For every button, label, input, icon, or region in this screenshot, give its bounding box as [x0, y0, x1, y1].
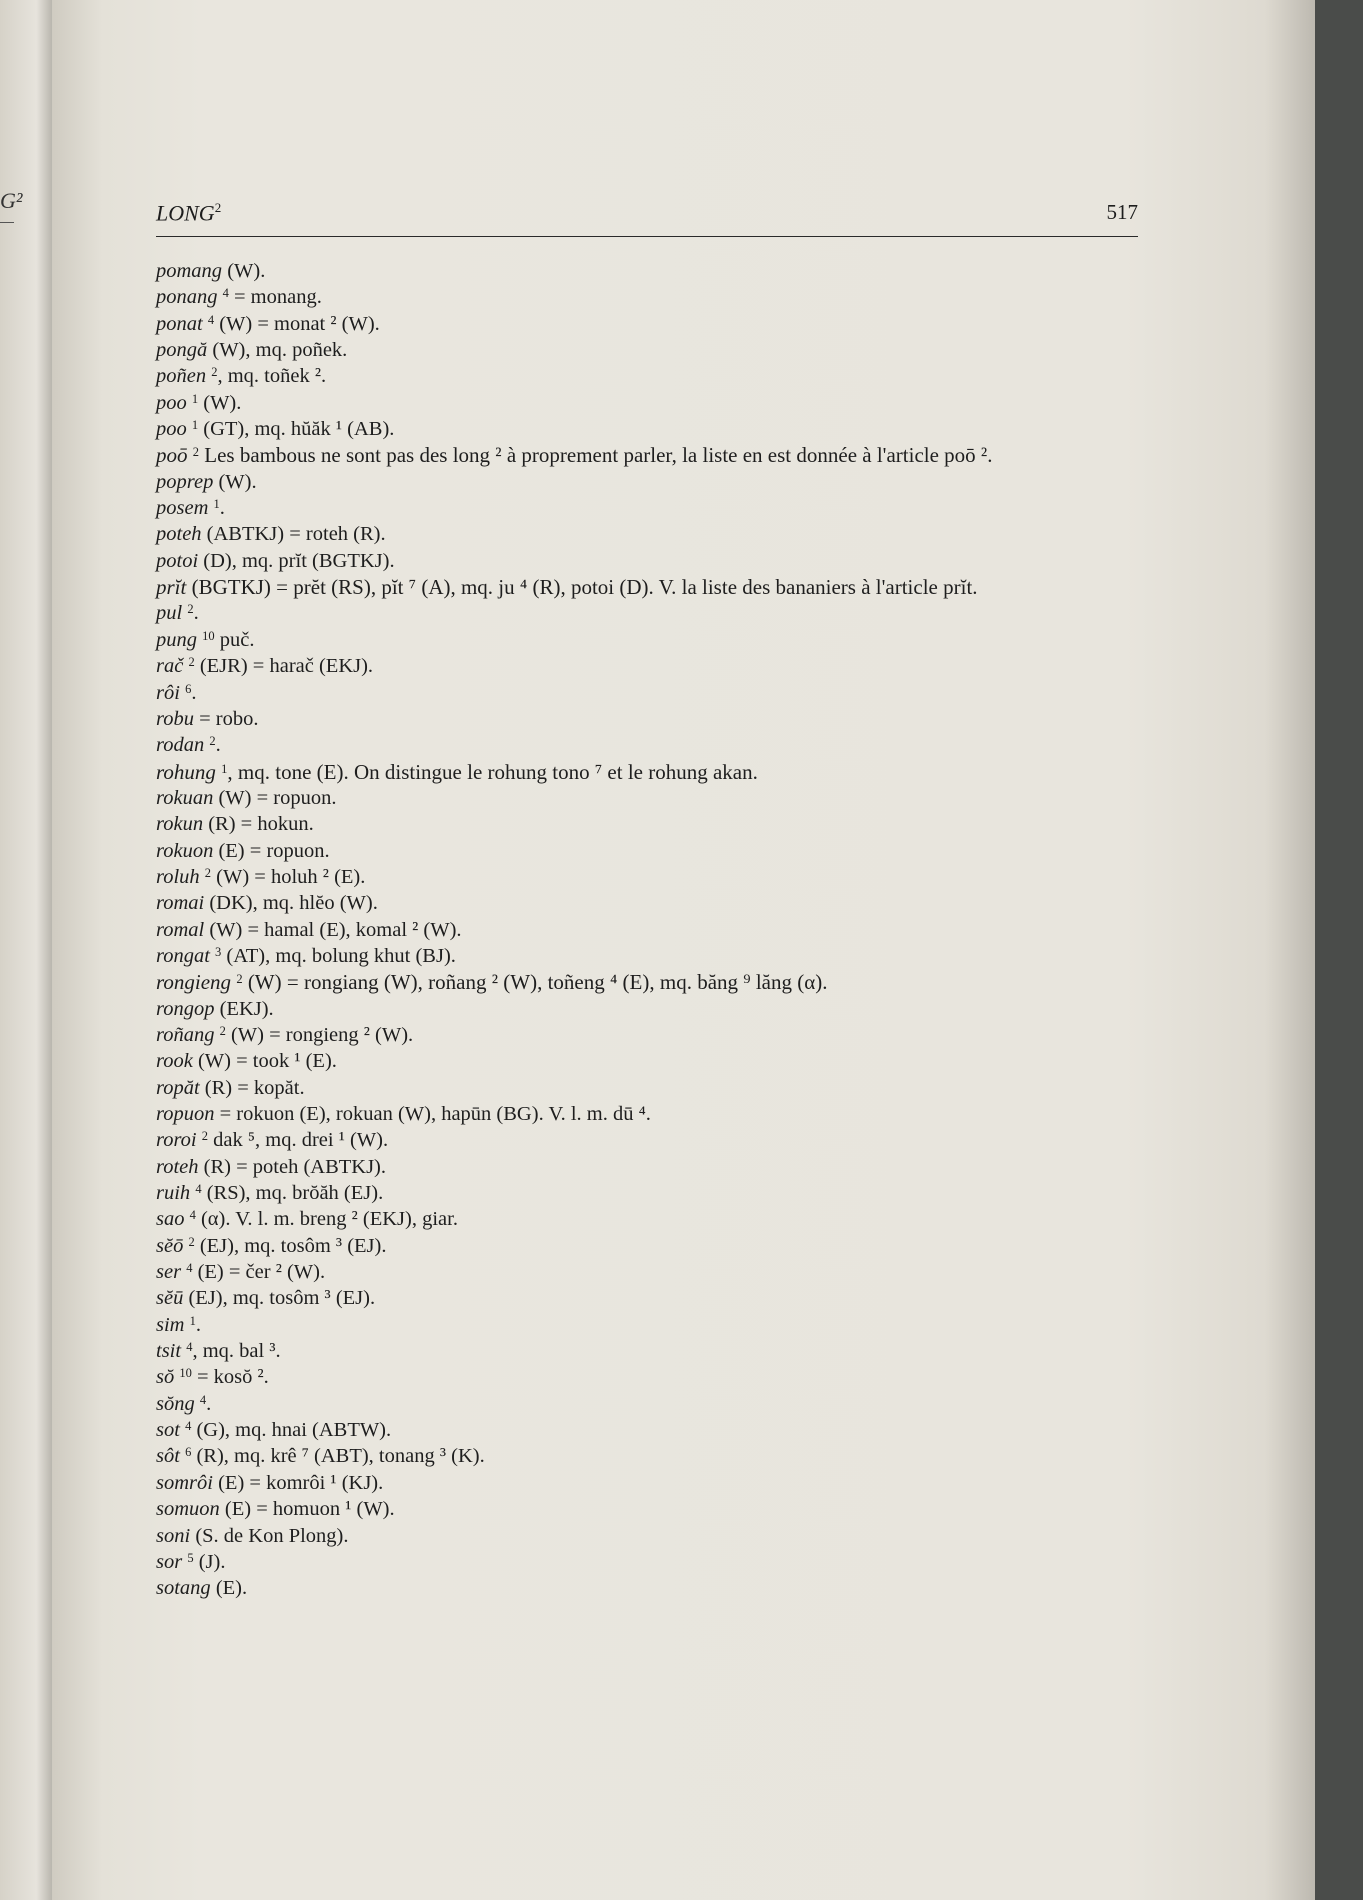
- entry-definition: Les bambous ne sont pas des long ² à proprement parler, la liste en est donnée à l'article poō ².: [199, 443, 993, 468]
- dictionary-entry: [156, 1180, 1176, 1206]
- entry-headword: rokuan: [156, 786, 214, 809]
- page-header: [156, 196, 1138, 237]
- entry-definition: .: [191, 681, 197, 704]
- entry-superscript: 3: [215, 944, 222, 959]
- entry-definition: (W).: [198, 391, 242, 414]
- entry-superscript: 2: [188, 655, 195, 670]
- entry-superscript: 1: [213, 497, 220, 512]
- dictionary-entry: [156, 390, 1176, 416]
- dictionary-entry: [156, 627, 1176, 653]
- entry-superscript: 4: [189, 1208, 196, 1223]
- entry-definition: (J).: [193, 1550, 226, 1573]
- entry-headword: rongat: [156, 944, 210, 967]
- entry-definition: (W) = rongiang (W), roñang ² (W), toñeng ⁴ (E), mq. băng ⁹ lăng (α).: [242, 970, 828, 995]
- entry-definition: (W) = monat ² (W).: [214, 312, 380, 335]
- entry-definition: .: [206, 1392, 212, 1415]
- entry-superscript: 1: [191, 391, 199, 406]
- dictionary-entry: [156, 1417, 1176, 1443]
- entry-definition: (ABTKJ) = roteh (R).: [201, 523, 386, 546]
- entry-definition: (S. de Kon Plong).: [190, 1524, 349, 1547]
- entry-headword: romal: [156, 918, 205, 941]
- dictionary-entry: [156, 337, 1176, 363]
- entry-definition: (BGTKJ) = prĕt (RS), pĭt ⁷ (A), mq. ju ⁴ (R), potoi (D). V. la liste des bananiers à l'article prĭt.: [186, 575, 978, 600]
- dictionary-entry-list: [156, 258, 1176, 1602]
- entry-superscript: 4: [207, 312, 215, 327]
- entry-headword: somuon: [156, 1498, 220, 1521]
- dictionary-entry: [156, 1523, 1176, 1549]
- entry-superscript: 10: [202, 628, 215, 643]
- entry-definition: (W) = rongieng ² (W).: [225, 1023, 414, 1046]
- entry-definition: , mq. tone (E). On distingue le rohung tono ⁷ et le rohung akan.: [227, 759, 758, 784]
- entry-definition: (W).: [222, 260, 266, 282]
- entry-superscript: 2: [201, 1129, 209, 1144]
- entry-headword: poprep: [156, 470, 214, 493]
- entry-definition: (E) = čer ² (W).: [192, 1261, 326, 1284]
- entry-superscript: 2: [236, 972, 243, 987]
- entry-superscript: 2: [219, 1023, 226, 1038]
- dictionary-entry: [156, 1470, 1176, 1496]
- dictionary-entry: [156, 1443, 1176, 1469]
- entry-headword: roroi: [156, 1129, 197, 1152]
- entry-headword: ropuon: [156, 1103, 215, 1125]
- entry-definition: = monang.: [228, 286, 322, 309]
- entry-superscript: 2: [204, 865, 212, 880]
- entry-definition: (GT), mq. hŭăk ¹ (AB).: [198, 418, 395, 441]
- entry-headword: somrôi: [156, 1471, 213, 1494]
- dictionary-entry: [156, 890, 1176, 916]
- entry-definition: .: [215, 734, 221, 757]
- entry-headword: ponang: [156, 286, 218, 309]
- entry-definition: (D), mq. prĭt (BGTKJ).: [198, 549, 395, 572]
- entry-definition: (EJ), mq. tosôm ³ (EJ).: [194, 1234, 387, 1257]
- dictionary-entry: [156, 1285, 1176, 1311]
- dictionary-entry: [156, 1496, 1176, 1522]
- entry-superscript: 1: [189, 1313, 196, 1328]
- entry-headword: pung: [156, 628, 197, 651]
- entry-headword: pomang: [156, 260, 223, 282]
- entry-superscript: 4: [195, 1182, 202, 1197]
- entry-headword: sot: [156, 1419, 180, 1442]
- entry-superscript: 2: [188, 1234, 195, 1249]
- entry-superscript: 6: [185, 681, 192, 696]
- left-page-rule: [0, 222, 14, 223]
- entry-superscript: 6: [185, 1445, 192, 1460]
- dictionary-entry: [156, 785, 1176, 811]
- entry-headword: tsit: [156, 1340, 182, 1363]
- entry-definition: .: [219, 497, 225, 520]
- dictionary-entry: [156, 574, 1176, 600]
- entry-definition: (EJ), mq. tosôm ³ (EJ).: [183, 1287, 376, 1310]
- entry-definition: (R) = kopăt.: [199, 1076, 305, 1099]
- entry-definition: (W).: [213, 470, 257, 493]
- dictionary-entry: [156, 732, 1176, 758]
- entry-headword: sĕū: [156, 1287, 184, 1310]
- dictionary-entry: [156, 864, 1176, 890]
- dictionary-entry: [156, 811, 1176, 837]
- dictionary-entry: [156, 600, 1176, 626]
- dictionary-entry: [156, 759, 1176, 785]
- entry-headword: sŏng: [156, 1392, 195, 1415]
- entry-definition: (W) = took ¹ (E).: [192, 1050, 337, 1073]
- entry-headword: soni: [156, 1524, 191, 1547]
- dictionary-entry: [156, 311, 1176, 337]
- dictionary-entry: [156, 680, 1176, 706]
- dictionary-entry: [156, 548, 1176, 574]
- entry-definition: puč.: [214, 628, 255, 651]
- dictionary-entry: [156, 284, 1176, 310]
- dictionary-entry: [156, 1154, 1176, 1180]
- entry-definition: , mq. bal ³.: [192, 1340, 281, 1363]
- dictionary-entry: [156, 442, 1176, 468]
- entry-definition: (W) = holuh ² (E).: [211, 865, 366, 888]
- dictionary-entry: [156, 969, 1176, 995]
- running-head: [156, 200, 221, 226]
- entry-headword: poo: [156, 391, 187, 414]
- entry-definition: (W), mq. poñek.: [207, 339, 348, 362]
- dictionary-entry: [156, 996, 1176, 1022]
- entry-definition: , mq. toñek ².: [217, 365, 327, 388]
- entry-superscript: 2: [209, 734, 216, 749]
- entry-headword: rodan: [156, 734, 205, 757]
- entry-definition: (E) = ropuon.: [213, 839, 330, 862]
- entry-superscript: 10: [179, 1366, 192, 1381]
- entry-headword: prĭt: [156, 575, 187, 600]
- dictionary-entry: [156, 1338, 1176, 1364]
- entry-headword: roluh: [156, 865, 200, 888]
- entry-definition: (AT), mq. bolung khut (BJ).: [221, 944, 456, 967]
- dictionary-entry: [156, 1364, 1176, 1390]
- dictionary-entry: [156, 1391, 1176, 1417]
- dictionary-entry: [156, 917, 1176, 943]
- entry-superscript: 4: [199, 1392, 207, 1407]
- entry-definition: (EJR) = harač (EKJ).: [194, 655, 374, 678]
- entry-definition: (W) = hamal (E), komal ² (W).: [204, 918, 462, 941]
- entry-superscript: 5: [187, 1550, 194, 1565]
- dictionary-entry: [156, 416, 1176, 442]
- entry-headword: sotang: [156, 1577, 211, 1600]
- entry-headword: ruih: [156, 1182, 191, 1205]
- dictionary-entry: [156, 1312, 1176, 1338]
- entry-headword: sôt: [156, 1445, 180, 1468]
- entry-headword: rook: [156, 1050, 193, 1073]
- entry-headword: pongă: [156, 339, 208, 362]
- entry-headword: rongop: [156, 997, 215, 1020]
- entry-definition: (E).: [210, 1577, 248, 1600]
- entry-headword: roteh: [156, 1155, 199, 1178]
- entry-superscript: 4: [186, 1340, 193, 1355]
- entry-headword: rohung: [156, 759, 216, 784]
- entry-superscript: 4: [186, 1261, 193, 1276]
- entry-definition: (G), mq. hnai (ABTW).: [191, 1419, 392, 1442]
- dictionary-entry: [156, 1259, 1176, 1285]
- left-page-edge: [0, 0, 52, 1900]
- entry-definition: (α). V. l. m. breng ² (EKJ), giar.: [195, 1208, 458, 1231]
- entry-definition: = kosŏ ².: [191, 1366, 269, 1389]
- entry-headword: pul: [156, 602, 183, 625]
- dictionary-entry: [156, 653, 1176, 679]
- entry-definition: (DK), mq. hlĕo (W).: [204, 892, 378, 915]
- entry-definition: = rokuon (E), rokuan (W), hapūn (BG). V. l. m. dū ⁴.: [214, 1103, 651, 1125]
- dictionary-entry: [156, 838, 1176, 864]
- entry-headword: potoi: [156, 549, 199, 572]
- entry-headword: rokun: [156, 813, 204, 836]
- entry-headword: posem: [156, 497, 209, 520]
- dictionary-entry: [156, 1022, 1176, 1048]
- entry-definition: dak ⁵, mq. drei ¹ (W).: [208, 1129, 389, 1152]
- entry-superscript: 4: [185, 1419, 192, 1434]
- entry-superscript: 1: [191, 418, 199, 433]
- dictionary-entry: [156, 1101, 1176, 1127]
- entry-headword: poō: [156, 443, 188, 468]
- entry-headword: poo: [156, 418, 187, 441]
- entry-headword: rôi: [156, 681, 180, 704]
- dictionary-entry: [156, 363, 1176, 389]
- dictionary-entry: [156, 1048, 1176, 1074]
- entry-headword: ponat: [156, 312, 203, 335]
- entry-definition: (R), mq. krê ⁷ (ABT), tonang ³ (K).: [191, 1445, 485, 1468]
- entry-headword: sim: [156, 1313, 185, 1336]
- dictionary-entry: [156, 1233, 1176, 1259]
- dictionary-entry: [156, 706, 1176, 732]
- entry-headword: robu: [156, 707, 194, 730]
- dictionary-entry: [156, 258, 1176, 284]
- dictionary-entry: [156, 1575, 1176, 1601]
- entry-definition: .: [195, 1313, 201, 1336]
- entry-superscript: 1: [221, 761, 228, 776]
- entry-headword: romai: [156, 892, 205, 915]
- entry-definition: (R) = hokun.: [203, 813, 314, 836]
- entry-definition: (E) = komrôi ¹ (KJ).: [212, 1471, 384, 1494]
- dictionary-entry: [156, 943, 1176, 969]
- entry-headword: poñen: [156, 365, 207, 388]
- entry-definition: = robo.: [193, 707, 259, 730]
- dictionary-entry: [156, 521, 1176, 547]
- entry-definition: (RS), mq. brŏăh (EJ).: [201, 1182, 384, 1205]
- entry-definition: (W) = ropuon.: [213, 786, 337, 809]
- book-page: [52, 0, 1315, 1900]
- entry-headword: sor: [156, 1550, 183, 1573]
- entry-headword: rač: [156, 655, 184, 678]
- dictionary-entry: [156, 1075, 1176, 1101]
- entry-definition: .: [193, 602, 199, 625]
- entry-superscript: 2: [187, 602, 194, 617]
- entry-headword: roñang: [156, 1023, 215, 1046]
- entry-headword: rongieng: [156, 970, 232, 995]
- entry-definition: (EKJ).: [214, 997, 274, 1020]
- dictionary-entry: [156, 1206, 1176, 1232]
- entry-superscript: 2: [211, 365, 218, 380]
- entry-headword: sŏ: [156, 1366, 175, 1389]
- entry-headword: rokuon: [156, 839, 214, 862]
- dictionary-entry: [156, 1549, 1176, 1575]
- entry-headword: sĕō: [156, 1234, 184, 1257]
- entry-superscript: 2: [192, 445, 199, 460]
- running-head-sup: 2: [214, 200, 222, 215]
- entry-headword: sao: [156, 1208, 185, 1231]
- page-number: 517: [1106, 200, 1138, 224]
- entry-headword: poteh: [156, 523, 202, 546]
- dictionary-entry: [156, 495, 1176, 521]
- left-page-fragment: G²: [0, 188, 23, 213]
- entry-headword: ropăt: [156, 1076, 200, 1099]
- entry-superscript: 4: [222, 286, 229, 301]
- dictionary-entry: [156, 1127, 1176, 1153]
- running-head-text: LONG: [156, 200, 215, 226]
- entry-definition: (E) = homuon ¹ (W).: [219, 1498, 395, 1521]
- entry-definition: (R) = poteh (ABTKJ).: [198, 1155, 387, 1178]
- entry-headword: ser: [156, 1261, 182, 1284]
- dictionary-entry: [156, 469, 1176, 495]
